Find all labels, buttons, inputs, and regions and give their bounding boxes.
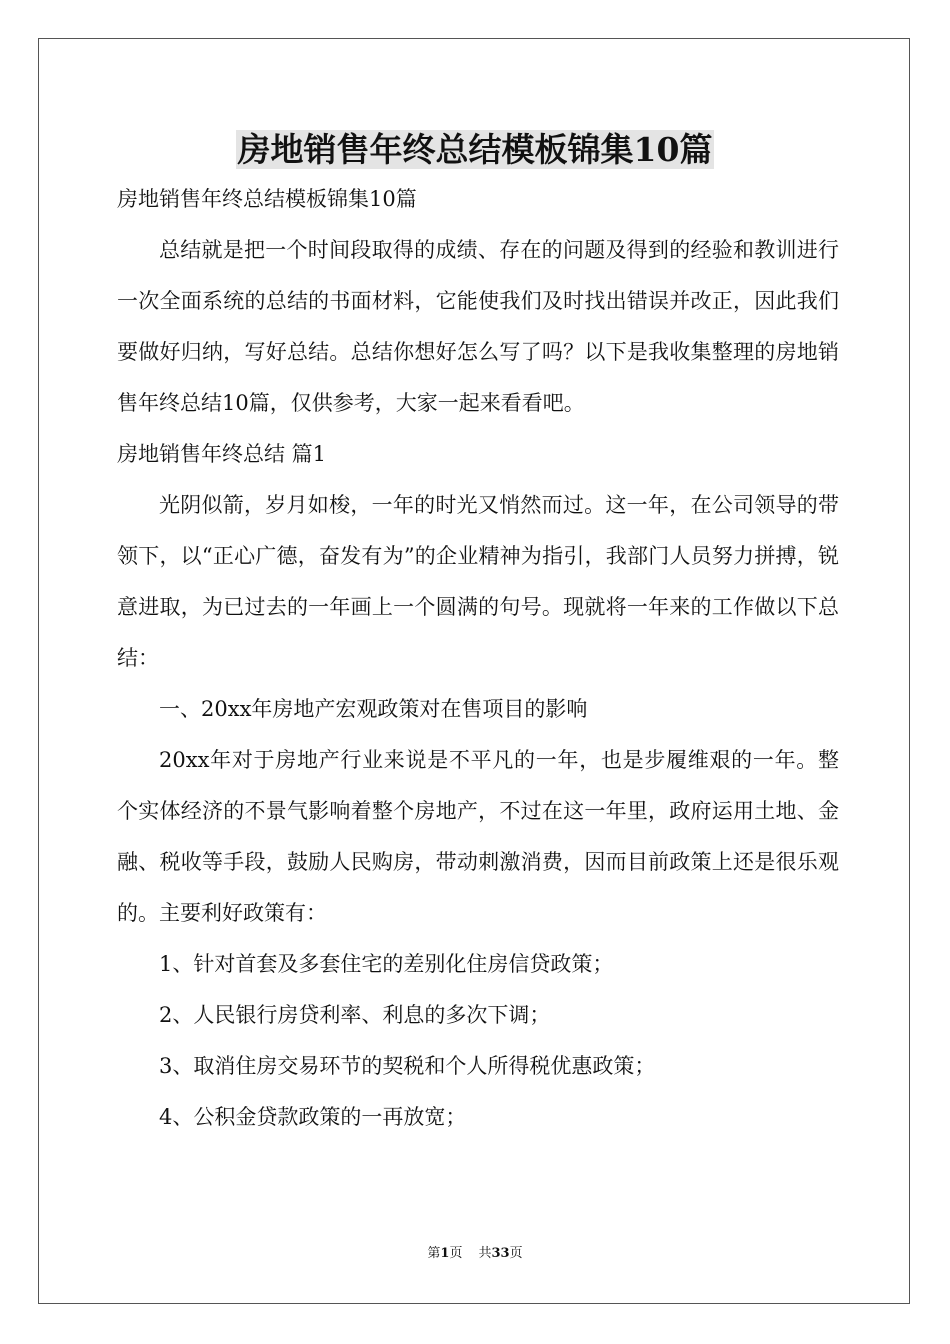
paragraph-2: 20xx年对于房地产行业来说是不平凡的一年，也是步履维艰的一年。整个实体经济的不景气影响着整个房地产，不过在这一年里，政府运用土地、金融、税收等手段，鼓励人民购房，带动刺激消费，因而目前政策上还是很乐观的。主要利好政策有： <box>117 748 839 925</box>
list-item: 3、取消住房交易环节的契税和个人所得税优惠政策； <box>159 1054 656 1078</box>
list-item: 4、公积金贷款政策的一再放宽； <box>159 1105 467 1129</box>
document-title <box>0 126 950 174</box>
document-body <box>117 174 839 1143</box>
page-total: 33 <box>491 1246 510 1261</box>
document-title-text: 房地销售年终总结模板锦集10篇 <box>237 130 713 169</box>
subheading-1: 一、20xx年房地产宏观政策对在售项目的影响 <box>159 697 588 721</box>
section-heading: 房地销售年终总结 篇1 <box>117 442 327 466</box>
page-unit: 页 <box>449 1246 463 1261</box>
page-current: 1 <box>440 1246 450 1261</box>
total-prefix: 共 <box>478 1246 492 1261</box>
page-footer <box>0 1244 950 1264</box>
list-item: 1、针对首套及多套住宅的差别化住房信贷政策； <box>159 952 614 976</box>
page-prefix: 第 <box>427 1246 441 1261</box>
total-unit: 页 <box>509 1246 523 1261</box>
paragraph-1: 光阴似箭，岁月如梭，一年的时光又悄然而过。这一年，在公司领导的带领下，以“正心广德，奋发有为”的企业精神为指引，我部门人员努力拼搏，锐意进取，为已过去的一年画上一个圆满的句号。现就将一年来的工作做以下总结： <box>117 493 839 670</box>
list-item: 2、人民银行房贷利率、利息的多次下调； <box>159 1003 551 1027</box>
document-subtitle: 房地销售年终总结模板锦集10篇 <box>117 187 417 211</box>
intro-paragraph: 总结就是把一个时间段取得的成绩、存在的问题及得到的经验和教训进行一次全面系统的总结的书面材料，它能使我们及时找出错误并改正，因此我们要做好归纳，写好总结。总结你想好怎么写了吗？以下是我收集整理的房地销售年终总结10篇，仅供参考，大家一起来看看吧。 <box>117 238 839 415</box>
